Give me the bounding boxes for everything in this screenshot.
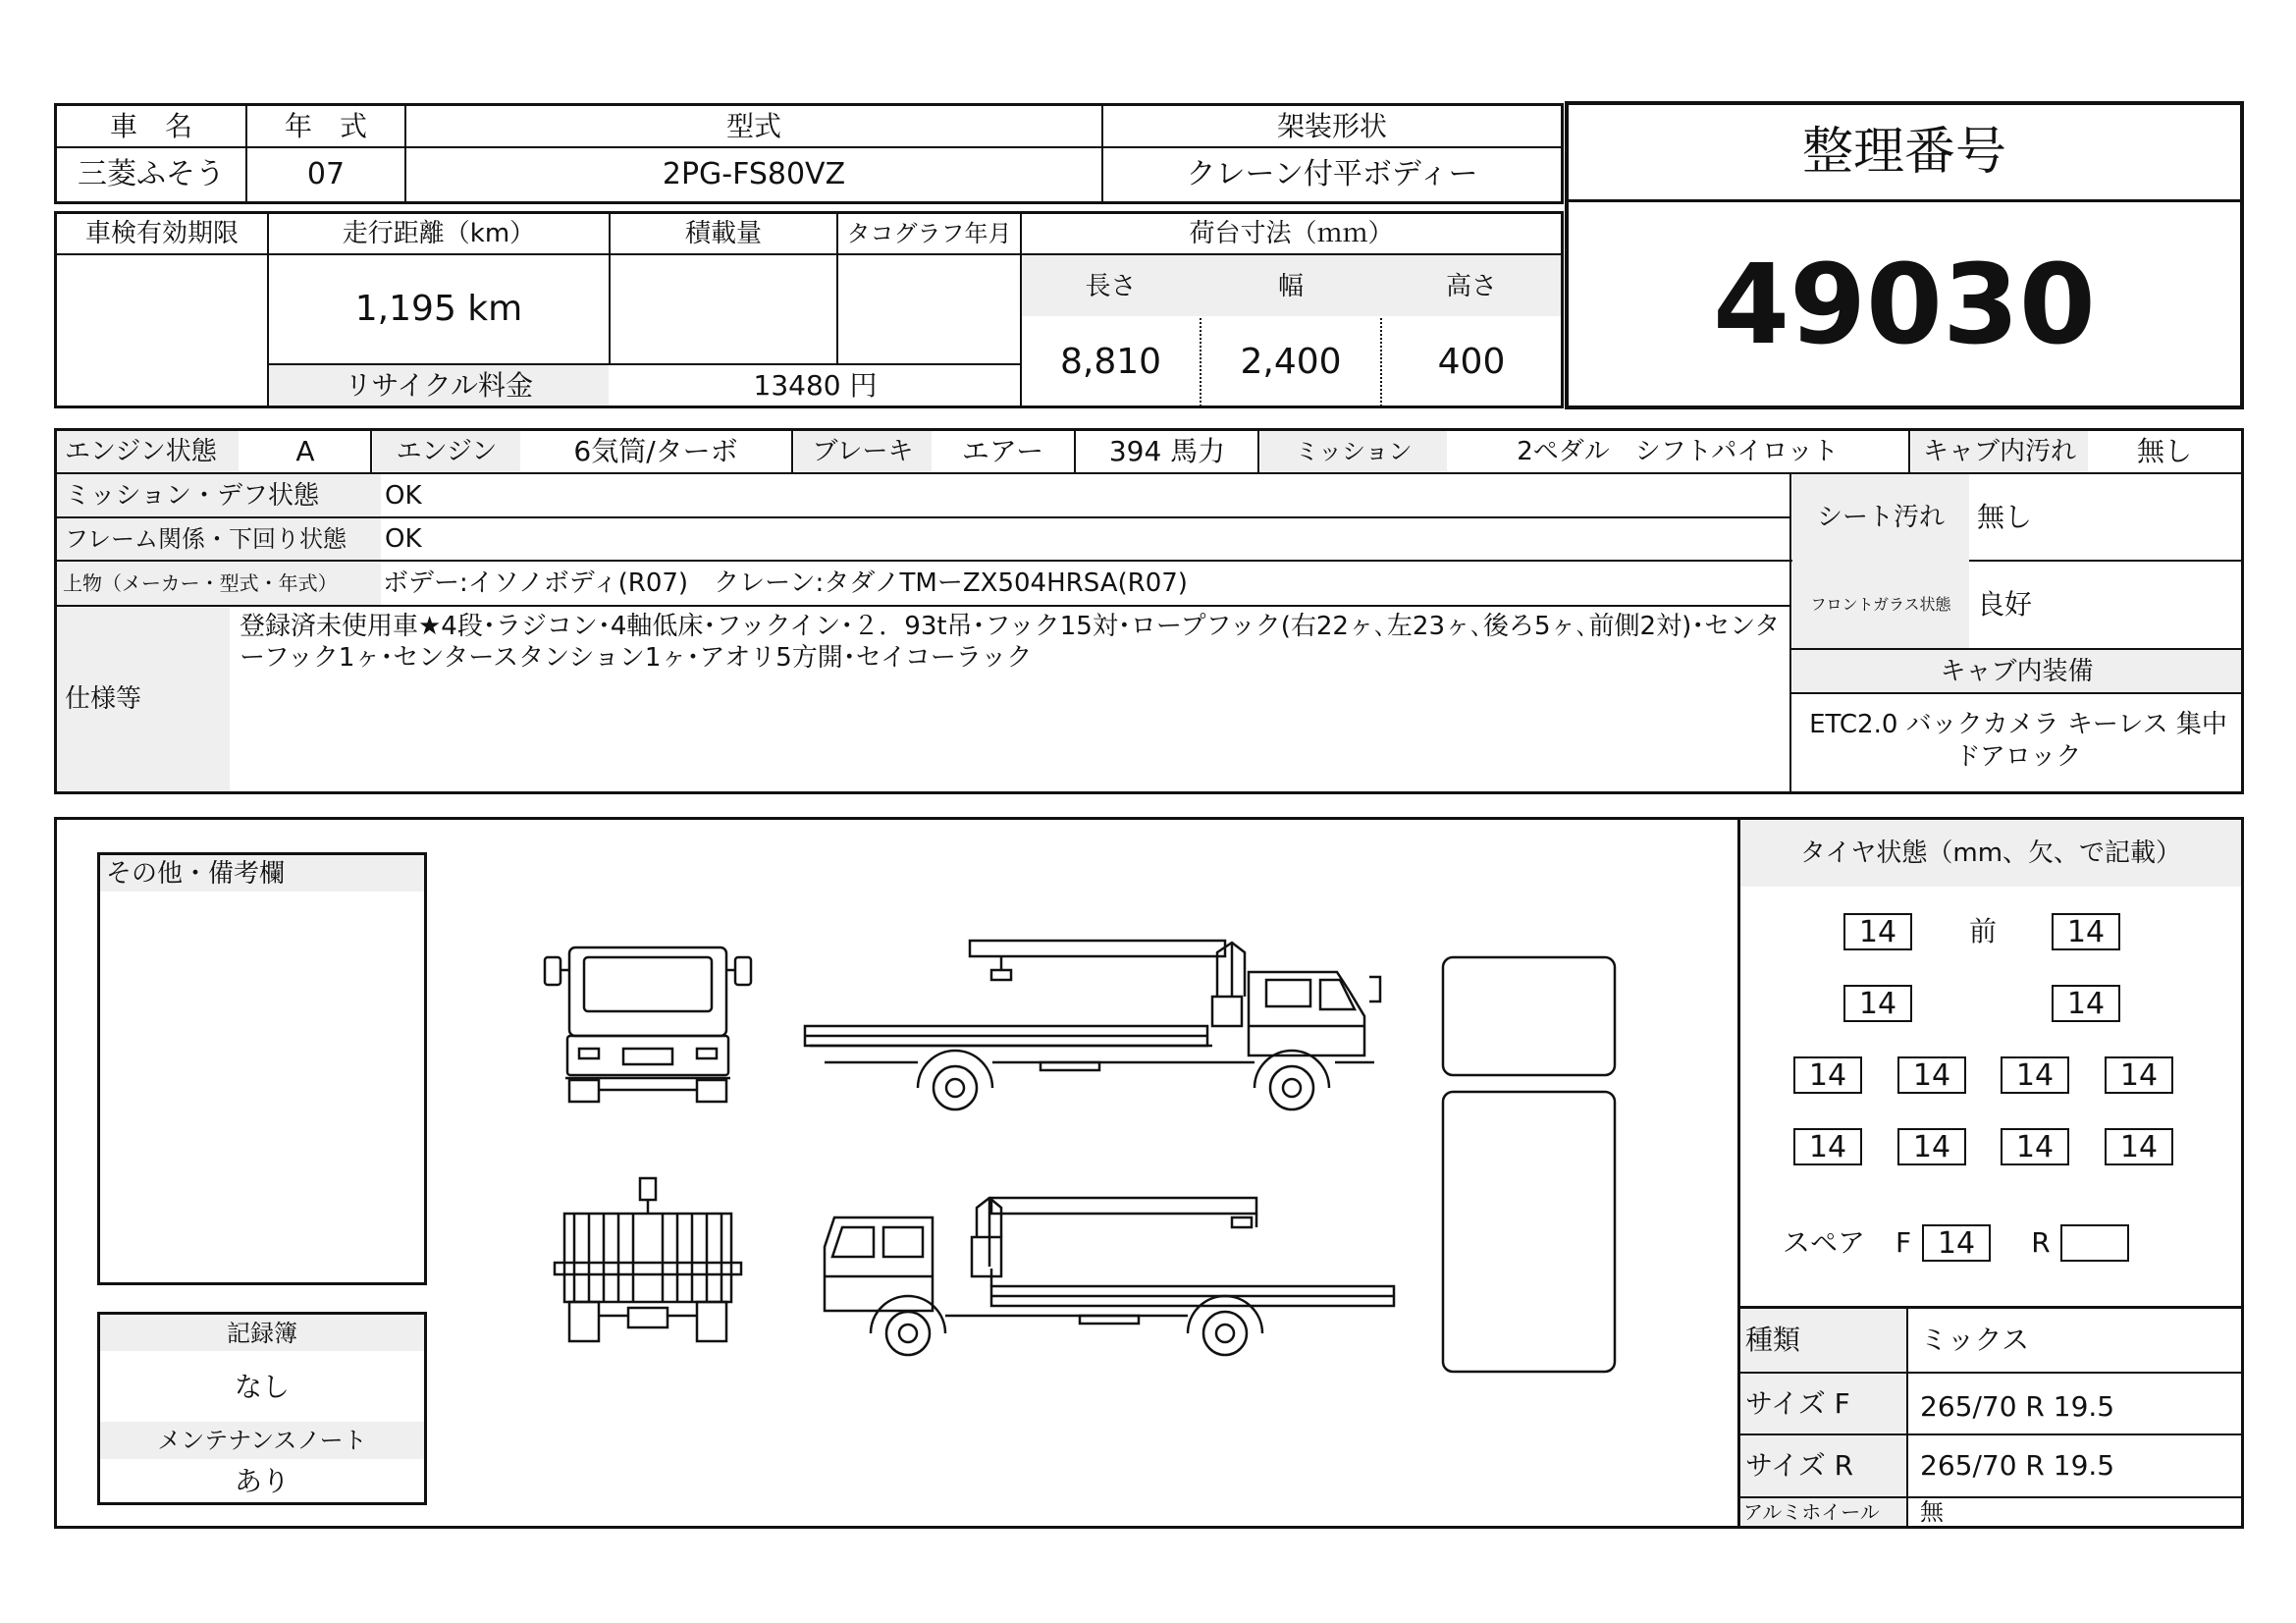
records-label: 記録簿 bbox=[227, 1319, 297, 1347]
mileage-label: 走行距離（km） bbox=[342, 219, 536, 248]
size-r-value: 265/70 R 19.5 bbox=[1920, 1449, 2115, 1482]
size-f-label: サイズ F bbox=[1745, 1386, 1850, 1420]
truck-side-view-left bbox=[825, 1198, 1394, 1355]
model-label: 型式 bbox=[725, 109, 781, 142]
tacho-value bbox=[838, 255, 1020, 363]
divider bbox=[1074, 428, 1076, 472]
cab-equip-value: ETC2.0 バックカメラ キーレス 集中ドアロック bbox=[1809, 710, 2227, 772]
engine-state-value: A bbox=[295, 435, 315, 467]
length-value: 8,810 bbox=[1059, 342, 1162, 382]
mission-value: 2ペダル シフトパイロット bbox=[1517, 437, 1839, 466]
car-name-label: 車 名 bbox=[109, 109, 192, 142]
truck-top-view-cab bbox=[1443, 957, 1615, 1075]
inspection-value bbox=[57, 255, 267, 406]
reference-label: 整理番号 bbox=[1801, 123, 2006, 182]
height-value: 400 bbox=[1437, 342, 1506, 382]
windshield-label: フロントガラス状態 bbox=[1810, 595, 1951, 614]
cab-dirt-value: 無し bbox=[2136, 435, 2192, 467]
frame-label: フレーム関係・下回り状態 bbox=[65, 525, 347, 553]
body-value: クレーン付平ボディー bbox=[1186, 157, 1478, 191]
maintenance-label: メンテナンスノート bbox=[157, 1427, 367, 1454]
spare-label: スペア bbox=[1783, 1226, 1866, 1259]
tire-rear-5: 14 bbox=[1793, 1128, 1862, 1165]
tire-rear-8: 14 bbox=[2105, 1128, 2173, 1165]
tire-rear-4: 14 bbox=[2105, 1056, 2173, 1094]
tire-title: タイヤ状態（mm、欠、で記載） bbox=[1799, 839, 2182, 868]
spare-f-label: F bbox=[1895, 1226, 1912, 1259]
width-label: 幅 bbox=[1277, 272, 1304, 301]
tire-type-label: 種類 bbox=[1745, 1324, 1801, 1356]
windshield-value: 良好 bbox=[1977, 588, 2033, 621]
brake-value: エアー bbox=[961, 435, 1044, 467]
spec-label: 仕様等 bbox=[65, 684, 142, 714]
model-value: 2PG-FS80VZ bbox=[662, 157, 846, 191]
upper-label: 上物（メーカー・型式・年式） bbox=[63, 571, 338, 595]
frame-value: OK bbox=[385, 524, 422, 554]
divider bbox=[1906, 1306, 1908, 1529]
divider bbox=[1257, 428, 1259, 472]
inspection-label: 車検有効期限 bbox=[84, 219, 239, 248]
divider bbox=[1908, 428, 1910, 472]
load-label: 積載量 bbox=[684, 219, 762, 248]
size-f-value: 265/70 R 19.5 bbox=[1920, 1389, 2115, 1423]
divider bbox=[54, 605, 1789, 607]
tire-type-value: ミックス bbox=[1920, 1324, 2030, 1356]
divider bbox=[791, 428, 793, 472]
truck-side-view-right bbox=[805, 941, 1380, 1109]
truck-front-view bbox=[545, 947, 751, 1102]
records-value: なし bbox=[234, 1371, 290, 1403]
alloy-value: 無 bbox=[1920, 1498, 1944, 1526]
remarks-label: その他・備考欄 bbox=[106, 858, 286, 889]
tire-rear-3: 14 bbox=[2001, 1056, 2069, 1094]
tire-rear-2: 14 bbox=[1897, 1056, 1966, 1094]
upper-value: ボデー:イソノボディ(R07) クレーン:タダノTMーZX504HRSA(R07) bbox=[383, 568, 1188, 598]
tire-rear-7: 14 bbox=[2001, 1128, 2069, 1165]
load-value bbox=[611, 255, 836, 363]
body-label: 架装形状 bbox=[1276, 109, 1387, 142]
seat-dirt-label: シート汚れ bbox=[1816, 502, 1945, 532]
bed-size-label: 荷台寸法（ｍｍ） bbox=[1189, 219, 1394, 248]
divider bbox=[1565, 199, 2244, 202]
year-label: 年 式 bbox=[284, 109, 367, 142]
tacho-label: タコグラフ年月 bbox=[846, 220, 1012, 247]
mission-def-label: ミッション・デフ状態 bbox=[65, 480, 319, 511]
remarks-box bbox=[97, 852, 427, 1285]
spare-r-label: R bbox=[2031, 1226, 2051, 1259]
seat-dirt-value: 無し bbox=[1977, 500, 2033, 533]
width-value: 2,400 bbox=[1240, 342, 1342, 382]
tire-front-right: 14 bbox=[2052, 913, 2120, 950]
tire-front-left-2: 14 bbox=[1843, 985, 1912, 1022]
height-label: 高さ bbox=[1445, 272, 1497, 301]
horsepower-value: 394 馬力 bbox=[1108, 435, 1226, 467]
front-label: 前 bbox=[1968, 915, 1997, 947]
tire-rear-6: 14 bbox=[1897, 1128, 1966, 1165]
year-value: 07 bbox=[306, 157, 346, 191]
recycle-label: リサイクル料金 bbox=[344, 368, 534, 402]
spare-r-value bbox=[2060, 1224, 2129, 1262]
engine-value: 6気筒/ターボ bbox=[573, 435, 738, 467]
maintenance-value: あり bbox=[234, 1465, 290, 1497]
tire-front-left: 14 bbox=[1843, 913, 1912, 950]
cab-dirt-label: キャブ内汚れ bbox=[1922, 437, 2076, 466]
brake-label: ブレーキ bbox=[812, 437, 914, 466]
truck-rear-view bbox=[555, 1178, 741, 1341]
car-name-value: 三菱ふそう bbox=[78, 157, 225, 191]
tire-front-right-2: 14 bbox=[2052, 985, 2120, 1022]
divider bbox=[1789, 472, 1791, 794]
truck-diagram bbox=[530, 923, 1639, 1375]
alloy-label: アルミホイール bbox=[1743, 1500, 1880, 1524]
mission-def-value: OK bbox=[385, 480, 422, 511]
divider bbox=[370, 428, 372, 472]
divider bbox=[1789, 692, 2244, 694]
tire-rear-1: 14 bbox=[1793, 1056, 1862, 1094]
length-label: 長さ bbox=[1085, 272, 1137, 301]
spare-f-value: 14 bbox=[1922, 1224, 1991, 1262]
recycle-value: 13480 円 bbox=[753, 368, 878, 402]
cab-equip-label: キャブ内装備 bbox=[1940, 656, 2094, 686]
mileage-value: 1,195 km bbox=[354, 289, 523, 329]
spec-text: 登録済未使用車★4段･ラジコン･4軸低床･フックイン･２．93t吊･フック15対･ロープフック(右22ヶ､左23ヶ､後ろ5ヶ､前側2対)･センターフック1ヶ･センタースタンション1ヶ･アオリ5方開･セイコーラック bbox=[240, 612, 1781, 673]
engine-label: エンジン bbox=[396, 437, 498, 466]
mission-label: ミッション bbox=[1295, 438, 1413, 465]
truck-top-view-bed bbox=[1443, 1092, 1615, 1372]
engine-state-label: エンジン状態 bbox=[65, 437, 217, 466]
size-r-label: サイズ R bbox=[1745, 1449, 1854, 1482]
reference-number: 49030 bbox=[1713, 241, 2096, 369]
